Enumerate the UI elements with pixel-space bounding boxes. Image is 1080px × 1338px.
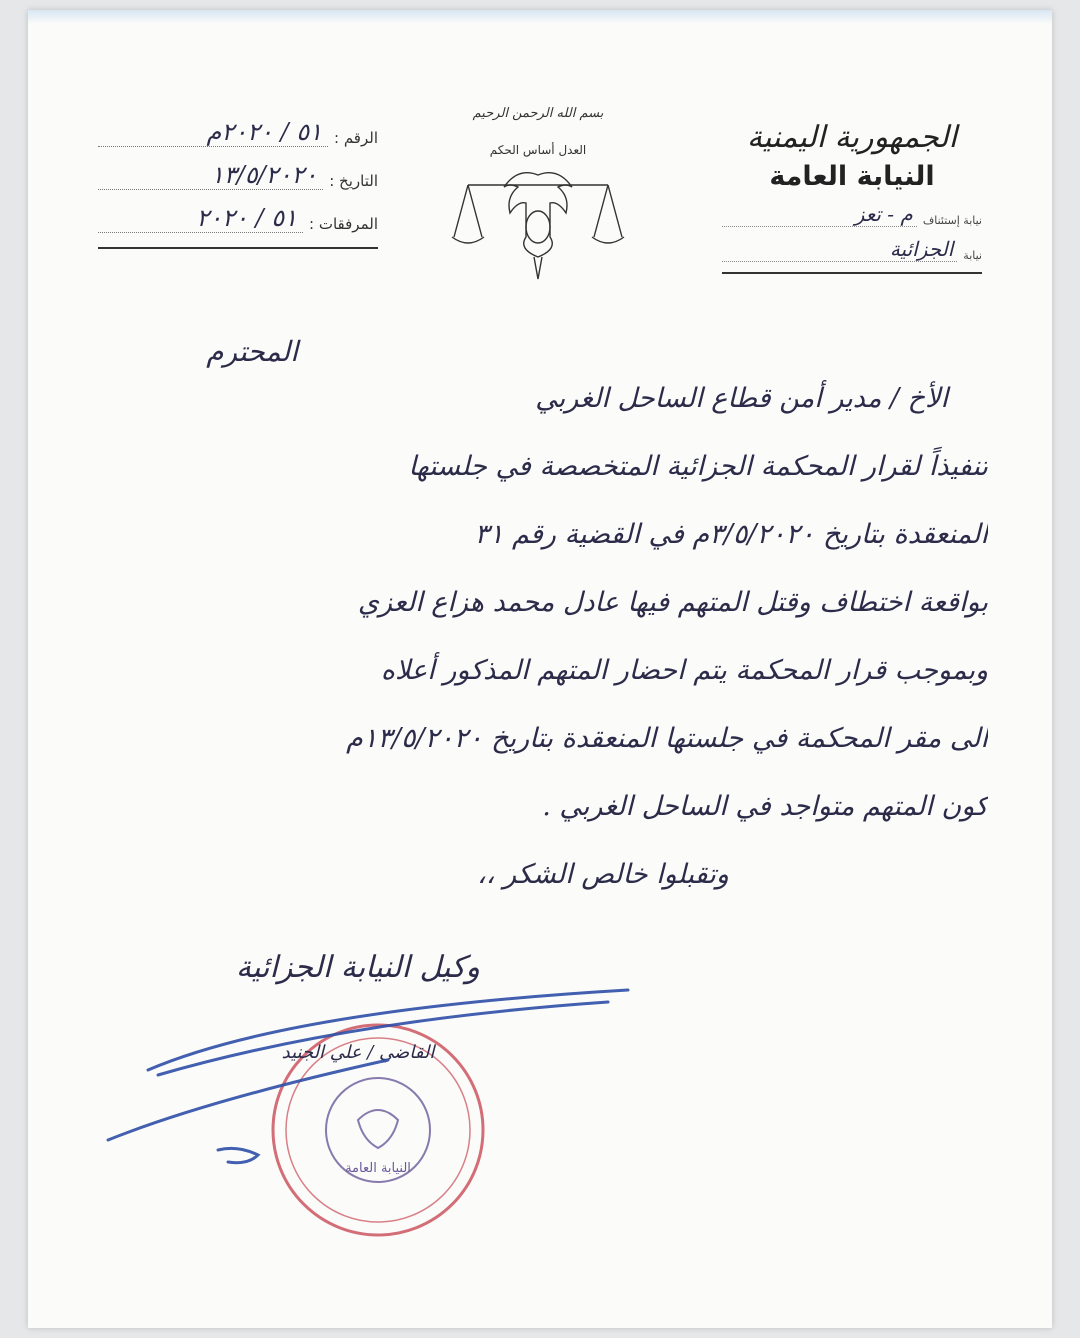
date-value: ١٣/٥/٢٠٢٠ <box>98 161 323 190</box>
motto: العدل أساس الحكم <box>489 143 587 157</box>
salutation: المحترم <box>206 335 298 368</box>
letter-body <box>98 365 988 909</box>
letterhead-left <box>98 118 378 249</box>
appeal-row <box>722 202 982 227</box>
number-value: ٥١ / ٢٠٢٠م <box>98 118 328 147</box>
attachments-row <box>98 204 378 233</box>
office-label: نيابة <box>963 249 982 262</box>
letter-sheet <box>28 10 1052 1328</box>
date-row <box>98 161 378 190</box>
appeal-label: نيابة إستئناف <box>922 214 982 227</box>
body-line: بواقعة اختطاف وقتل المتهم فيها عادل محمد هزاع العزي <box>357 587 988 618</box>
appeal-value: م - تعز <box>722 202 917 227</box>
closing-line: وتقبلوا خالص الشكر ،، <box>477 859 729 890</box>
eagle-scales-icon <box>448 157 628 287</box>
body-line: تنفيذاً لقرار المحكمة الجزائية المتخصصة في جلستها <box>408 451 988 482</box>
office-value: الجزائية <box>722 237 957 262</box>
emblem <box>448 106 628 296</box>
signature-title: وكيل النيابة الجزائية <box>236 950 480 985</box>
number-label: الرقم : <box>334 129 378 147</box>
body-line: كون المتهم متواجد في الساحل الغربي . <box>542 791 988 822</box>
signature-scribble-icon <box>88 950 648 1180</box>
republic-title: الجمهورية اليمنية <box>746 120 958 155</box>
body-line: المنعقدة بتاريخ ٣/٥/٢٠٢٠م في القضية رقم ٣١ <box>474 519 988 550</box>
header-rule-right <box>722 272 982 274</box>
basmala: بسم الله الرحمن الرحيم <box>472 106 604 121</box>
date-label: التاريخ : <box>329 172 378 190</box>
scan-edge <box>28 10 1052 24</box>
body-line: وبموجب قرار المحكمة يتم احضار المتهم المذكور أعلاه <box>380 655 988 686</box>
number-row <box>98 118 378 147</box>
attachments-value: ٥١ / ٢٠٢٠ <box>98 204 303 233</box>
letterhead-right <box>722 120 982 274</box>
attachments-label: المرفقات : <box>309 215 378 233</box>
office-row <box>722 237 982 262</box>
header-rule-left <box>98 247 378 249</box>
body-line: الى مقر المحكمة في جلستها المنعقدة بتاريخ ١٣/٥/٢٠٢٠م <box>346 723 988 754</box>
stamp-text: النيابة العامة <box>345 1161 411 1176</box>
prosecution-title: النيابة العامة <box>769 161 935 192</box>
addressee-line: الأخ / مدير أمن قطاع الساحل الغربي <box>535 383 948 414</box>
signatory-name: القاضي / علي الجنيد <box>281 1042 435 1063</box>
